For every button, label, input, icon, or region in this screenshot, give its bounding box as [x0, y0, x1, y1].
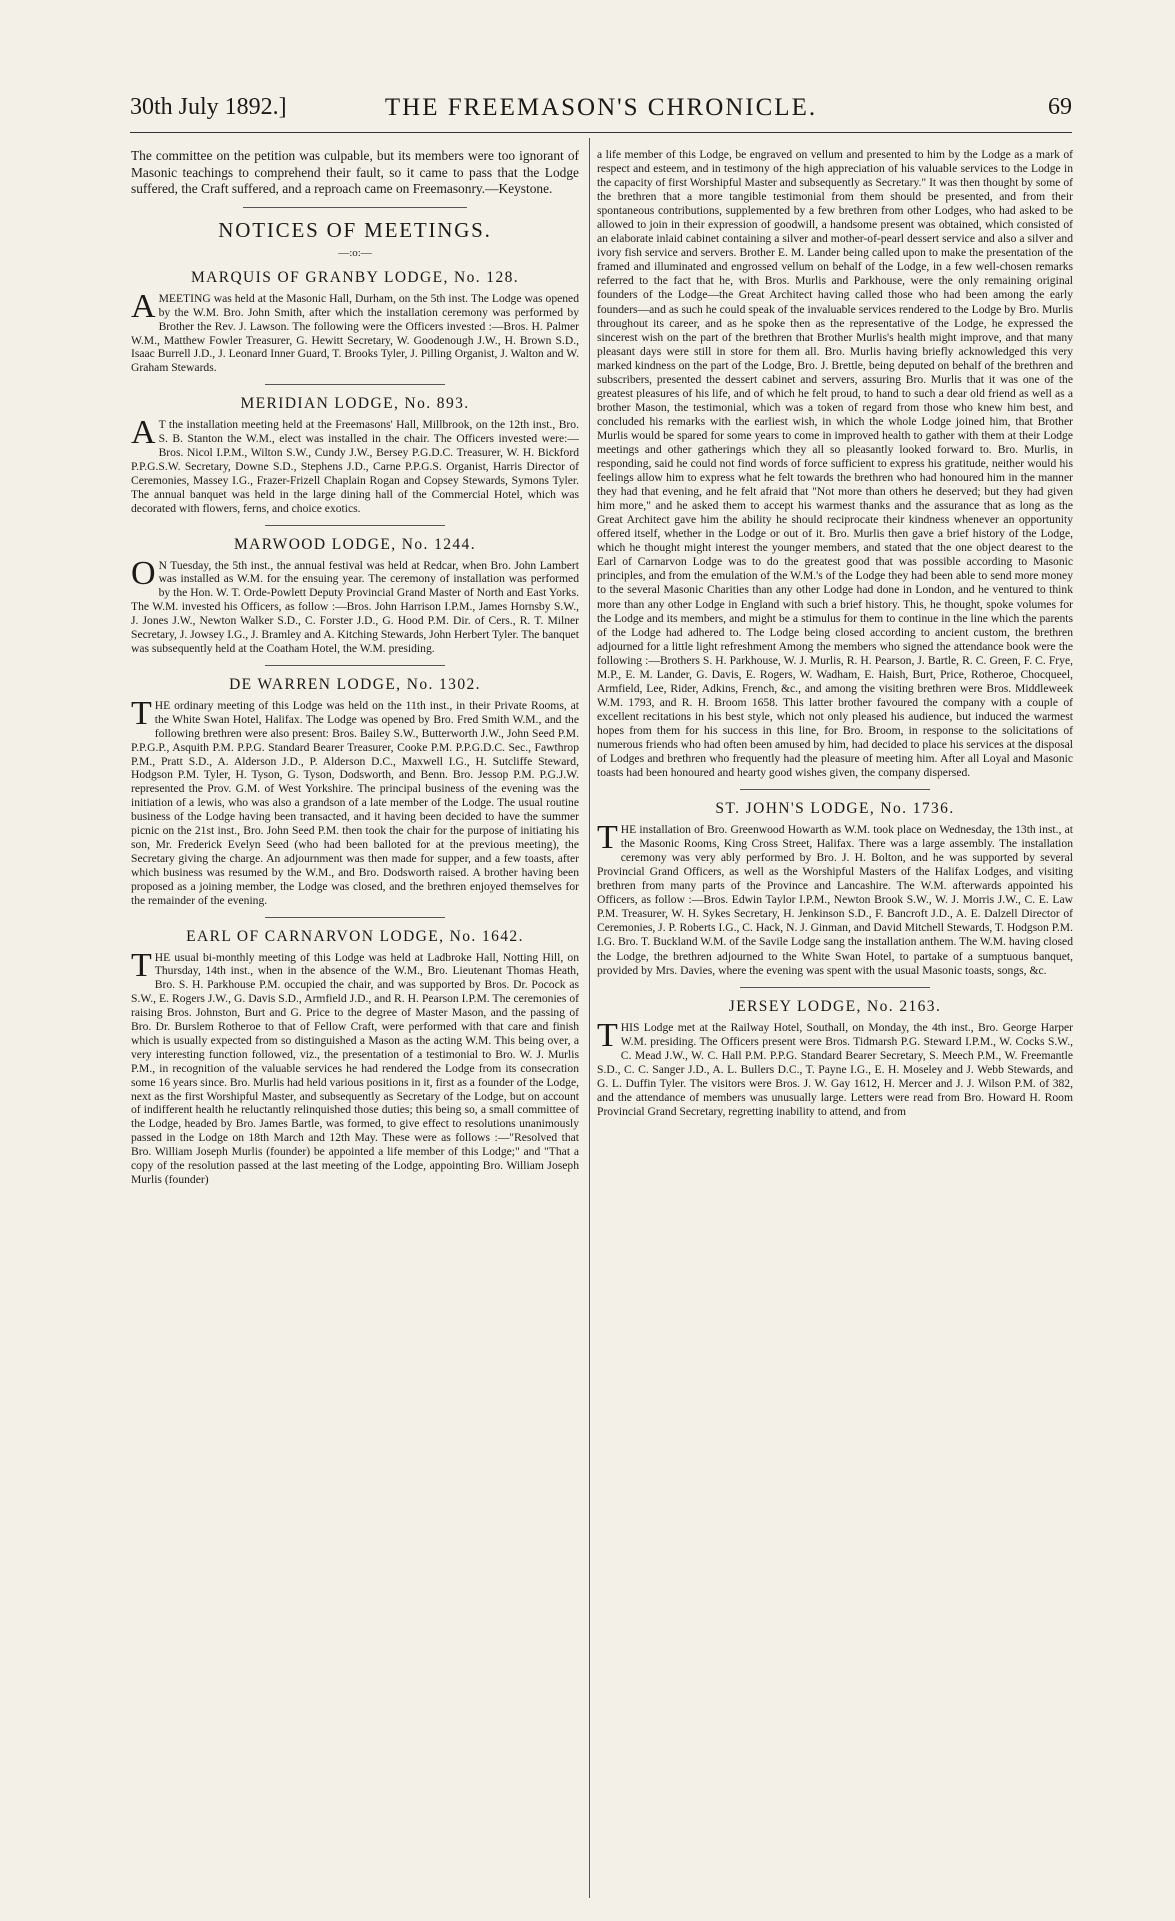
- header-rule: [130, 132, 1072, 133]
- ornamental-rule: [740, 987, 930, 988]
- article-heading: MARWOOD LODGE, No. 1244.: [234, 535, 476, 553]
- issue-date: 30th July 1892.]: [130, 94, 287, 120]
- article-body: THE usual bi-monthly meeting of this Lodge was held at Ladbroke Hall, Notting Hill, on Thursday, 14th inst., when in the absence of the W.M., Bro. Lieutenant Thomas Heath, Bro. S. H. Parkhouse P.M. occupied the chair, and was supported by Bros. Dr. Pocock as S.W., E. Rogers J.W., G. Davis S.D., Armfield J.D., and R. H. Pearson I.P.M. The ceremonies of raising Bros. Johnston, Burt and G. Price to the degree of Master Mason, and the passing of Bro. Dr. Burslem Rotheroe to that of Fellow Craft, were performed with that care and finish which is usually expected from so distinguished a Mason as the acting W.M. This being over, a very interesting function followed, viz., the presentation of a testimonial to Bro. W. J. Murlis P.M., in recognition of the valuable services he had rendered the Lodge from its consecration some 16 years since. Bro. Murlis had held various positions in it, first as a founder of the Lodge, next as the first Worshipful Master, and subsequently as Secretary of the Lodge, but on account of indifferent health he reluctantly relinquished those duties; this being so, a small committee of the Lodge, headed by Bro. James Bartle, was formed, to give effect to resolutions unanimously passed in the Lodge on 18th March and 12th May. These were as follows :—"Resolved that Bro. William Joseph Murlis (founder) be appointed a life member of this Lodge;" and "That a copy of the resolution passed at the last meeting of the Lodge, appointing Bro. William Joseph Murlis (founder): [131, 946, 579, 1186]
- ornamental-rule: [265, 665, 444, 666]
- article-heading: DE WARREN LODGE, No. 1302.: [229, 675, 481, 693]
- ornamental-rule: [243, 207, 467, 208]
- continued-article-body: a life member of this Lodge, be engraved on vellum and presented to him by the Lodge as a mark of respect and esteem, and in testimony of the high appreciation of his valuable services to the Lodge in the capacity of first Worshipful Master and subsequently as Secretary." It was then thought by some of the brethren that a more tangible testimonial from them should be presented, and from their spontaneous contributions, supplemented by a few brethren from other Lodges, who had asked to be allowed to join in their expression of goodwill, a handsome present was obtained, which consisted of an elaborate inlaid cabinet containing a silver and mother-of-pearl dessert service and also a silver and ivory fish service and servers. Brother E. M. Lander being called upon to make the presentation of the framed and illuminated and engrossed vellum on behalf of the Lodge, in a few well-chosen remarks referred to the fact that he, with Bros. Murlis and Parkhouse, were the only remaining original founders of the Lodge—the Great Architect having called those who had been among the early founders—and as such he could speak of the invaluable services rendered to the Lodge by Bro. Murlis throughout its career, and as he spoke then as the representative of the Lodge, he expressed the sincerest wish on the part of the brethren that Brother Murlis's health might improve, and that many pleasant days were still in store for them all. Bro. Murlis having briefly acknowledged this very marked kindness on the part of the Lodge, Bro. J. Brettle, being deputed on behalf of the brethren and subscribers, presented the dessert cabinet and servers, assuring Bro. Murlis that it was one of the greatest pleasures of his life, and of which he felt proud, to hand to such a dear old friend as well as a brother Mason, the testimonial, which was a token of regard from those who knew him best, and concluded his remarks with the earliest wish, in which the whole Lodge joined him, that Brother Murlis would be spared for some years to come in improved health to gather with them at their Lodge meetings and other gatherings which they all so pleasantly looked forward to. Bro. Murlis, in responding, said he could not find words of force sufficient to express his gratitude, neither would his feelings allow him to express what he felt towards the brethren who had honoured him in the manner they had that evening, and he felt afraid that "Not more than others he deserved; but they had given him more," and he asked them to accept his warmest thanks and the assurance that as long as the Great Architect gave him the ability he should reciprocate their kindness whenever an opportunity offered itself, whether in the Lodge or out of it. Bro. Murlis then gave a brief history of the Lodge, which he thought might interest the younger members, and stated that the one object dearest to the Earl of Carnarvon Lodge was to do the greatest good that was possible according to Masonic principles, and from the emulation of the W.M.'s of the Lodge they had been able to send more money to the several Masonic Charities than any other Lodge had done in London, and he ventured to think more than any other Lodge in England with such a brief history. This, he thought, spoke volumes for the Lodge and its members, and might be a stimulus for them to continue in the line which the parents of the Lodge had adhered to. The Lodge being closed according to ancient custom, the brethren adjourned for a little light refreshment Among the members who signed the attendance book were the following :—Brothers S. H. Parkhouse, W. J. Murlis, R. H. Pearson, J. Bartle, R. C. Green, F. C. Frye, M.P., E. M. Lander, G. Davis, E. Rogers, W. Wadham, E. Haish, Burt, Price, Rotheroe, Chocqueel, Armfield, Lee, Rider, Adkins, French, &c., and among the visiting brethren were Bros. Middleweek W.M. 1793, and R. H. Broom 1658. This latter brother favoured the company with a couple of excellent recitations in his best style, which not only pleased his audience, but induced the warmest hopes from them for his success in this line, for Bro. Broom, in response to the solicitations of numerous friends who had often been amused by him, had decided to place his services at the disposal of Lodges and brethren who frequently had the pleasure of meeting him. After all Loyal and Masonic toasts had been honoured and hearty good wishes given, the company dispersed.: [597, 148, 1073, 780]
- article-heading: EARL OF CARNARVON LODGE, No. 1642.: [186, 927, 524, 945]
- article-body: AT the installation meeting held at the Freemasons' Hall, Millbrook, on the 12th inst., Bro. S. B. Stanton the W.M., elect was installed in the chair. The Officers invested were:—Bros. Nicol I.P.M., Wilton S.W., Cundy J.W., Bersey P.G.D.C. Treasurer, W. H. Bickford P.P.G.S.W. Secretary, Downe S.D., Stephens J.D., Carne P.P.G.S. Organist, Harris Director of Ceremonies, Massey I.G., Frazer-Frizell Chaplain Rogan and Copsey Stewards, Symons Tyler. The annual banquet was held in the large dining hall of the Commercial Hotel, which was decorated with flowers, ferns, and choice exotics.: [131, 414, 579, 515]
- ornamental-rule: [265, 384, 444, 385]
- page-header: [130, 92, 1072, 128]
- section-separator: —:o:—: [338, 246, 372, 259]
- section-title: NOTICES OF MEETINGS.: [218, 217, 492, 242]
- ornamental-rule: [265, 525, 444, 526]
- article-body: THE installation of Bro. Greenwood Howarth as W.M. took place on Wednesday, the 13th inst., at the Masonic Rooms, King Cross Street, Halifax. There was a large assembly. The installation ceremony was very ably performed by Bro. J. H. Bolton, and he was supported by several Provincial Grand Officers, as well as the Worshipful Masters of the Halifax Lodges, and visiting brethren from many parts of the Province and Lancashire. The W.M. afterwards appointed his Officers, as follow :—Bros. Edwin Taylor I.P.M., Newton Brook S.W., W. J. Morris J.W., C. E. Law P.M. Treasurer, W. H. Sykes Secretary, H. Jenkinson S.D., F. Bancroft J.D., A. E. Dalzell Director of Ceremonies, J. P. Roberts I.G., C. Hack, N. J. Ginman, and David Mitchell Stewards, T. Hodgson P.M. I.G. Bro. T. Buckland W.M. of the Savile Lodge sang the installation anthem. The W.M. having closed the Lodge, the brethren adjourned to the White Swan Hotel, to partake of a sumptuous banquet, provided by Mrs. Davies, where the evening was spent with the usual Masonic toasts, songs, &c.: [597, 819, 1073, 977]
- article-body: THIS Lodge met at the Railway Hotel, Southall, on Monday, the 4th inst., Bro. George Harper W.M. presiding. The Officers present were Bros. Tidmarsh P.G. Steward I.P.M., W. Cocks S.W., C. Mead J.W., W. C. Hall P.M. P.P.G. Standard Bearer Secretary, S. Meech P.M., W. Freemantle S.D., C. C. Sanger J.D., A. L. Bullers D.C., T. Payne I.G., E. H. Moseley and J. Webb Stewards, and G. L. Duffin Tyler. The visitors were Bros. J. W. Gay 1612, H. Mercer and J. J. Wilson P.M. of 382, and the attendance of members was unusually large. Letters were read from Bro. Howard H. Room Provincial Grand Secretary, regretting inability to attend, and from: [597, 1016, 1073, 1118]
- article-heading: JERSEY LODGE, No. 2163.: [728, 997, 942, 1015]
- intro-paragraph: The committee on the petition was culpable, but its members were too ignorant of Masonic teachings to comprehend their fault, so it came to pass that the Lodge suffered, the Craft suffered, and a reproach came on Freemasonry.—Keystone.: [131, 148, 579, 197]
- article-body: THE ordinary meeting of this Lodge was held on the 11th inst., in their Private Rooms, at the White Swan Hotel, Halifax. The Lodge was opened by Bro. Fred Smith W.M., and the following brethren were also present: Bros. Bailey S.W., Butterworth J.W., John Seed P.M. P.P.G.P., Asquith P.M. P.P.G. Standard Bearer Treasurer, Cooke P.M. P.P.G.D.C. Sec., Fawthrop P.M., Pratt S.D., A. Alderson J.D., P. Alderson D.C., Maxwell I.G., H. Sutcliffe Steward, Hodgson P.M. Tyler, H. Tyson, G. Tyson, Dodsworth, and Benn. Bro. Jessop P.M. P.G.J.W. represented the Prov. G.M. of West Yorkshire. The principal business of the evening was the initiation of a lewis, who was also a grandson of a late member of the Lodge. The usual routine business of the Lodge having been transacted, and it having been decided to have the summer picnic on the 21st inst., Bro. John Seed P.M. then took the chair for the purpose of initiating his son, Mr. Frederick Evelyn Seed (who had been balloted for at the previous meeting), the Secretary giving the charge. An adjournment was then made for supper, and a few toasts, after which business was resumed by the W.M., and Bro. Dodsworth raised. A brother having been proposed as a joining member, the Lodge was closed, and the brethren enjoyed themselves for the remainder of the evening.: [131, 694, 579, 907]
- article-body: ON Tuesday, the 5th inst., the annual festival was held at Redcar, when Bro. John Lambert was installed as W.M. for the ensuing year. The ceremony of installation was performed by the Hon. W. T. Orde-Powlett Deputy Provincial Grand Master of North and East Yorks. The W.M. invested his Officers, as follow :—Bros. John Harrison I.P.M., James Hornsby S.W., J. Jones J.W., Newton Walker S.D., C. Forster J.D., G. Hood P.M. Dir. of Cers., R. T. Milner Secretary, J. Jowsey I.G., J. Bramley and A. Kitching Stewards, John Herbert Tyler. The banquet was subsequently held at the Coatham Hotel, the W.M. presiding.: [131, 554, 579, 655]
- ornamental-rule: [265, 917, 444, 918]
- article-heading: ST. JOHN'S LODGE, No. 1736.: [715, 800, 955, 818]
- ornamental-rule: [740, 789, 930, 790]
- publication-title: THE FREEMASON'S CHRONICLE.: [384, 94, 818, 121]
- left-column: [131, 148, 579, 1900]
- right-column: [597, 148, 1073, 1900]
- column-divider: [589, 138, 590, 1898]
- page-number: 69: [1048, 94, 1072, 120]
- article-heading: MARQUIS OF GRANBY LODGE, No. 128.: [190, 268, 520, 286]
- article-body: AMEETING was held at the Masonic Hall, Durham, on the 5th inst. The Lodge was opened by the W.M. Bro. John Smith, after which the installation ceremony was performed by Brother the Rev. J. Lawson. The following were the Officers invested :—Bros. H. Palmer W.M., Matthew Fowler Treasurer, G. Hewitt Secretary, W. Goodenough J.W., H. Brown S.D., Isaac Burrell J.D., J. Leonard Inner Guard, T. Brooks Tyler, J. Pilling Organist, J. Walton and W. Graham Stewards.: [131, 287, 579, 375]
- article-heading: MERIDIAN LODGE, No. 893.: [240, 395, 470, 413]
